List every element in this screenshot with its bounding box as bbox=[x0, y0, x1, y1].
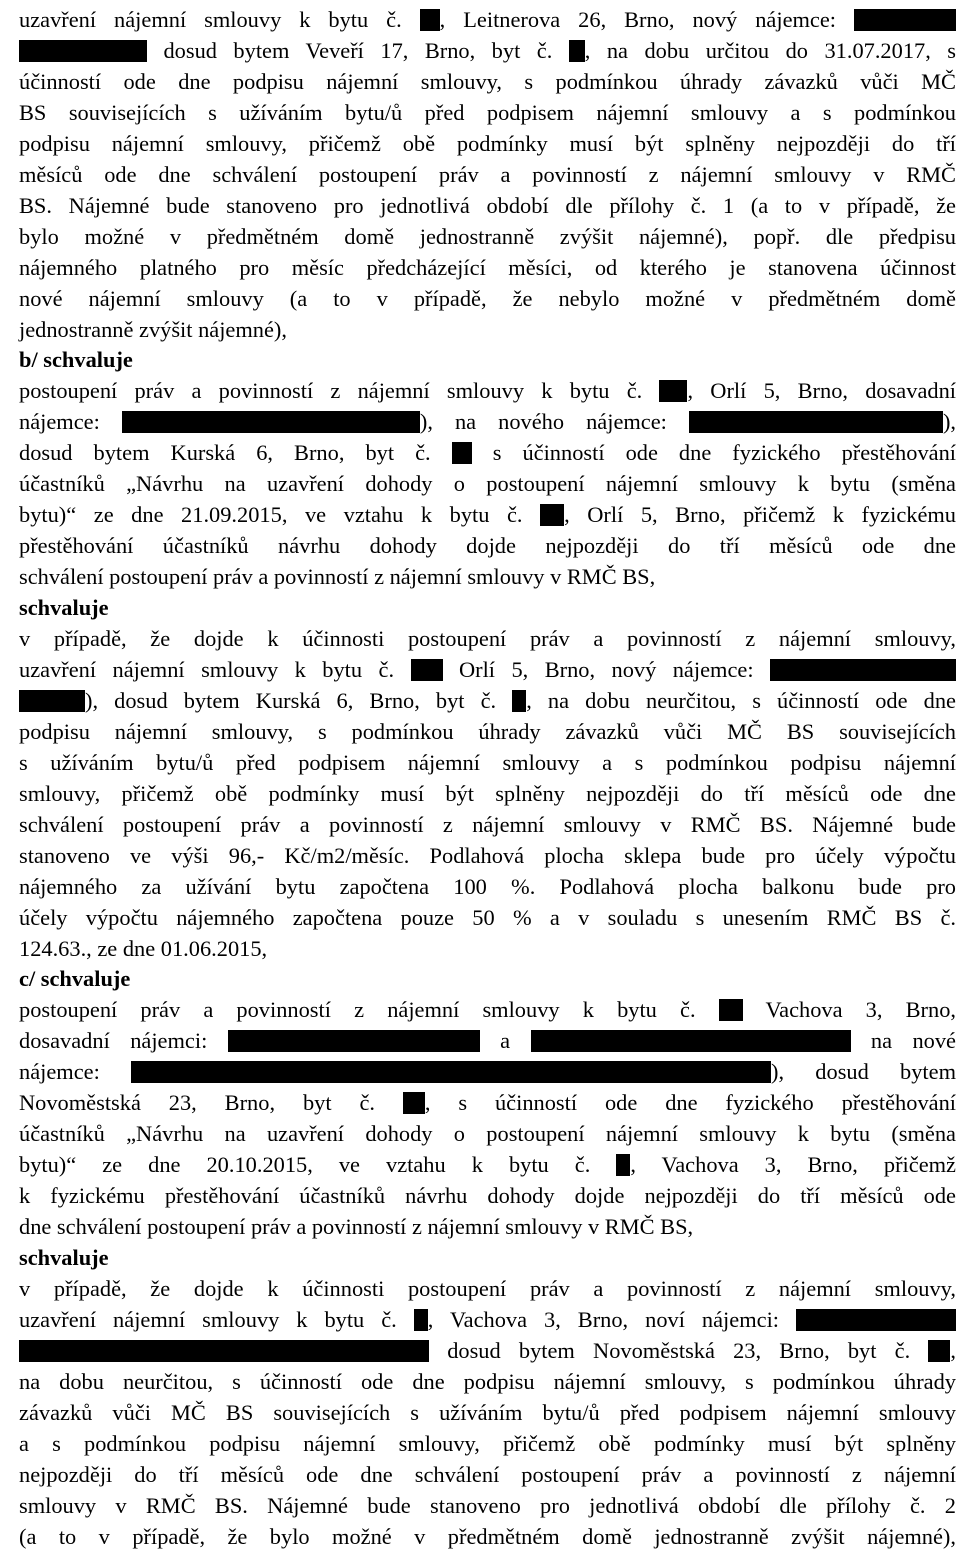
redaction-block bbox=[122, 411, 420, 433]
text-line bbox=[19, 1211, 956, 1242]
text-segment: měsíců ode dne schválení postoupení práv a povinností z nájemní smlouvy v RMČ bbox=[19, 161, 956, 187]
text-segment: v případě, že dojde k účinnosti postoupení práv a povinností z nájemní smlouvy, bbox=[19, 626, 956, 651]
text-line bbox=[19, 1459, 956, 1490]
text-line bbox=[19, 437, 956, 468]
text-line bbox=[19, 1025, 956, 1056]
text-line bbox=[19, 35, 956, 66]
redaction-block bbox=[569, 40, 585, 62]
text-line bbox=[19, 406, 956, 437]
redaction-block bbox=[19, 40, 147, 62]
text-segment: schvaluje bbox=[19, 595, 109, 621]
text-segment: podpisu nájemní smlouvy, přičemž obě podmínky musí být splněny nejpozději do tří bbox=[19, 130, 956, 156]
redaction-block bbox=[796, 1309, 956, 1331]
text-segment: závazků vůči MČ BS souvisejících s užíváním bytu/ů před podpisem nájemní smlouvy bbox=[19, 1399, 956, 1425]
text-segment: , bbox=[950, 1337, 956, 1363]
redaction-block bbox=[659, 380, 687, 402]
text-segment: ), bbox=[942, 409, 956, 435]
text-segment: b/ schvaluje bbox=[19, 347, 133, 373]
text-segment: postoupení práv a povinností z nájemní smlouvy k bytu č. bbox=[19, 378, 660, 404]
text-segment: účinností ode dne podpisu nájemní smlouvy, s podmínkou úhrady závazků vůči MČ bbox=[19, 68, 956, 94]
text-line bbox=[19, 1428, 956, 1459]
text-segment: , Orlí 5, Brno, přičemž k fyzickému bbox=[564, 502, 957, 528]
text-segment: nájemce: bbox=[19, 409, 122, 435]
text-segment: , s účinností ode dne fyzického přestěhování bbox=[424, 1090, 956, 1116]
text-line bbox=[19, 933, 956, 964]
text-segment: , na dobu určitou do 31.07.2017, s bbox=[584, 37, 956, 63]
text-line bbox=[19, 1304, 956, 1335]
text-line bbox=[19, 97, 956, 128]
text-line bbox=[19, 314, 956, 345]
text-line bbox=[19, 499, 956, 530]
text-line bbox=[19, 1273, 956, 1304]
redaction-block bbox=[403, 1092, 425, 1114]
text-line bbox=[19, 159, 956, 190]
text-segment: účastníků „Návrhu na uzavření dohody o postoupení nájemní smlouvy k bytu (směna bbox=[19, 1121, 956, 1147]
section-heading bbox=[19, 344, 956, 375]
text-segment: dosud bytem Kurská 6, Brno, byt č. bbox=[19, 440, 452, 466]
text-line bbox=[19, 1149, 956, 1180]
text-segment: s užíváním bytu/ů před podpisem nájemní smlouvy a s podmínkou podpisu nájemní bbox=[19, 749, 956, 775]
text-segment: k fyzickému přestěhování účastníků návrhu dohody dojde nejpozději do tří měsíců ode bbox=[19, 1183, 956, 1209]
text-segment: BS. Nájemné bude stanoveno pro jednotlivá období dle přílohy č. 1 (a to v případě, že bbox=[19, 192, 956, 218]
text-line bbox=[19, 1118, 956, 1149]
text-line bbox=[19, 902, 956, 933]
text-segment: bytu)“ ze dne 20.10.2015, ve vztahu k bytu č. bbox=[19, 1152, 617, 1178]
redaction-block bbox=[452, 442, 472, 464]
text-line bbox=[19, 1087, 956, 1118]
text-segment: uzavření nájemní smlouvy k bytu č. bbox=[19, 1306, 414, 1332]
text-segment: schválení postoupení práv a povinností z nájemní smlouvy v RMČ BS, bbox=[19, 564, 656, 590]
redaction-block bbox=[228, 1030, 480, 1052]
text-segment: bylo možné v předmětném domě jednostranně zvýšit nájemné), popř. dle předpisu bbox=[19, 223, 956, 249]
redaction-block bbox=[420, 9, 440, 31]
text-segment: a bbox=[479, 1028, 531, 1054]
text-segment: jednostranně zvýšit nájemné), bbox=[19, 316, 287, 342]
text-segment: dne schválení postoupení práv a povinností z nájemní smlouvy v RMČ BS, bbox=[19, 1214, 694, 1240]
redaction-block bbox=[928, 1340, 950, 1362]
redaction-block bbox=[854, 9, 956, 31]
text-line bbox=[19, 871, 956, 902]
text-segment: , Orlí 5, Brno, dosavadní bbox=[687, 378, 956, 404]
text-segment: nájemného za užívání bytu započtena 100 %. Podlahová plocha balkonu bude pro bbox=[19, 873, 956, 899]
text-line bbox=[19, 1397, 956, 1428]
text-line bbox=[19, 778, 956, 809]
text-line bbox=[19, 840, 956, 871]
text-line bbox=[19, 994, 956, 1025]
text-line bbox=[19, 283, 956, 314]
text-segment: postoupení práv a povinností z nájemní smlouvy k bytu č. bbox=[19, 997, 719, 1023]
text-segment: Orlí 5, Brno, nový nájemce: bbox=[442, 656, 770, 682]
redaction-block bbox=[616, 1154, 630, 1176]
text-line bbox=[19, 1180, 956, 1211]
text-line bbox=[19, 1335, 956, 1366]
text-segment: na dobu neurčitou, s účinností ode dne podpisu nájemní smlouvy, s podmínkou úhrady bbox=[19, 1368, 956, 1394]
redaction-block bbox=[131, 1061, 771, 1083]
text-segment: nájemce: bbox=[19, 1059, 132, 1085]
text-segment: stanoveno ve výši 96,- Kč/m2/měsíc. Podlahová plocha sklepa bude pro účely výpočtu bbox=[19, 842, 956, 868]
text-segment: , Vachova 3, Brno, noví nájemci: bbox=[427, 1306, 796, 1332]
text-segment: smlouvy v RMČ BS. Nájemné bude stanoveno pro jednotlivá období dle přílohy č. 2 bbox=[19, 1492, 956, 1518]
text-line bbox=[19, 1490, 956, 1521]
text-line bbox=[19, 375, 956, 406]
text-line bbox=[19, 809, 956, 840]
text-line bbox=[19, 190, 956, 221]
text-segment: , na dobu neurčitou, s účinností ode dne bbox=[526, 687, 956, 713]
text-line bbox=[19, 530, 956, 561]
text-line bbox=[19, 1366, 956, 1397]
redaction-block bbox=[19, 690, 85, 712]
text-line bbox=[19, 1056, 956, 1087]
text-segment: ), dosud bytem Kurská 6, Brno, byt č. bbox=[85, 687, 513, 713]
text-segment: bytu)“ ze dne 21.09.2015, ve vztahu k bytu č. bbox=[19, 502, 541, 528]
text-segment: nové nájemní smlouvy (a to v případě, že nebylo možné v předmětném domě bbox=[19, 285, 956, 311]
redaction-block bbox=[770, 659, 956, 681]
redaction-block bbox=[512, 690, 526, 712]
text-segment: přestěhování účastníků návrhu dohody dojde nejpozději do tří měsíců ode dne bbox=[19, 533, 956, 559]
text-segment: (a to v případě, že bylo možné v předmětném domě jednostranně zvýšit nájemné), bbox=[19, 1523, 956, 1549]
text-segment: schvaluje bbox=[19, 1245, 109, 1270]
text-line bbox=[19, 4, 956, 35]
text-segment: ), na nového nájemce: bbox=[419, 409, 689, 435]
section-heading bbox=[19, 1242, 956, 1273]
text-line bbox=[19, 685, 956, 716]
section-heading bbox=[19, 963, 956, 994]
text-segment: BS souvisejících s užíváním bytu/ů před podpisem nájemní smlouvy a s podmínkou bbox=[19, 99, 956, 125]
text-segment: nájemného platného pro měsíc předcházející měsíci, od kterého je stanovena účinnost bbox=[19, 254, 956, 280]
text-segment: c/ schvaluje bbox=[19, 966, 131, 992]
text-line bbox=[19, 1521, 956, 1552]
text-segment: , Leitnerova 26, Brno, nový nájemce: bbox=[439, 7, 854, 32]
text-segment: 124.63., ze dne 01.06.2015, bbox=[19, 935, 268, 961]
text-line bbox=[19, 128, 956, 159]
text-segment: účely výpočtu nájemného započtena pouze 50 % a v souladu s unesením RMČ BS č. bbox=[19, 904, 956, 930]
text-segment: a s podmínkou podpisu nájemní smlouvy, přičemž obě podmínky musí být splněny bbox=[19, 1430, 956, 1456]
redaction-block bbox=[411, 659, 443, 681]
text-segment: ), dosud bytem bbox=[771, 1059, 956, 1085]
text-segment: dosavadní nájemci: bbox=[19, 1028, 228, 1054]
text-segment: nejpozději do tří měsíců ode dne schválení postoupení práv a povinností z nájemní bbox=[19, 1461, 956, 1487]
section-heading bbox=[19, 592, 956, 623]
text-segment: dosud bytem Novoměstská 23, Brno, byt č. bbox=[429, 1337, 929, 1363]
redaction-block bbox=[540, 504, 564, 526]
text-segment: , Vachova 3, Brno, přičemž bbox=[630, 1152, 956, 1178]
text-segment: smlouvy, přičemž obě podmínky musí být splněny nejpozději do tří měsíců ode dne bbox=[19, 780, 956, 806]
text-segment: uzavření nájemní smlouvy k bytu č. bbox=[19, 656, 411, 682]
text-segment: účastníků „Návrhu na uzavření dohody o postoupení nájemní smlouvy k bytu (směna bbox=[19, 471, 956, 497]
text-line bbox=[19, 747, 956, 778]
text-line bbox=[19, 623, 956, 654]
text-segment: uzavření nájemní smlouvy k bytu č. bbox=[19, 7, 420, 32]
text-segment: schválení postoupení práv a povinností z nájemní smlouvy v RMČ BS. Nájemné bude bbox=[19, 811, 956, 837]
text-segment: s účinností ode dne fyzického přestěhování bbox=[471, 440, 956, 466]
text-segment: v případě, že dojde k účinnosti postoupení práv a povinností z nájemní smlouvy, bbox=[19, 1275, 956, 1301]
text-line bbox=[19, 716, 956, 747]
redaction-block bbox=[719, 999, 743, 1021]
text-segment: na nové bbox=[850, 1028, 956, 1054]
text-line bbox=[19, 561, 956, 592]
text-line bbox=[19, 221, 956, 252]
text-segment: podpisu nájemní smlouvy, s podmínkou úhrady závazků vůči MČ BS souvisejících bbox=[19, 718, 956, 744]
text-segment: Novoměstská 23, Brno, byt č. bbox=[19, 1090, 403, 1116]
text-segment: dosud bytem Veveří 17, Brno, byt č. bbox=[147, 37, 569, 63]
text-line bbox=[19, 468, 956, 499]
text-segment: Vachova 3, Brno, bbox=[742, 997, 956, 1023]
redaction-block bbox=[19, 1340, 429, 1362]
redaction-block bbox=[414, 1309, 428, 1331]
text-line bbox=[19, 654, 956, 685]
redaction-block bbox=[531, 1030, 851, 1052]
redaction-block bbox=[689, 411, 943, 433]
text-line bbox=[19, 252, 956, 283]
text-line bbox=[19, 66, 956, 97]
